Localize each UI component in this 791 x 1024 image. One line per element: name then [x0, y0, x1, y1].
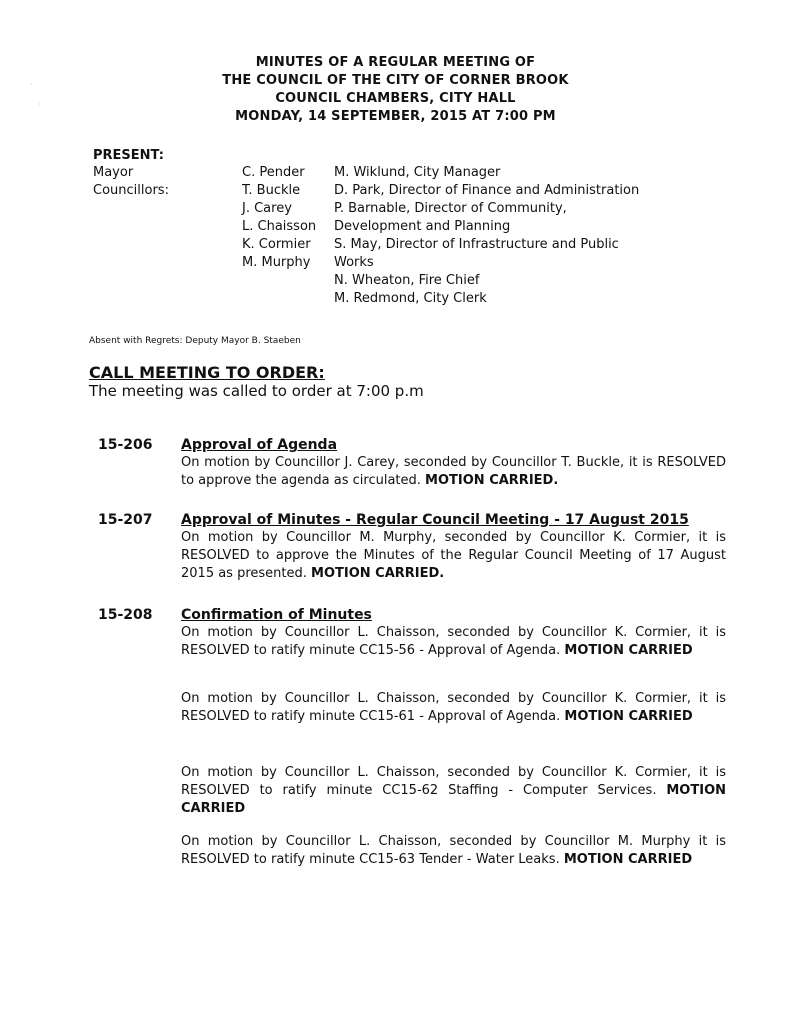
- document-title: [0, 54, 791, 126]
- item-title: Approval of Agenda: [181, 437, 338, 453]
- motion-text: On motion by Councillor M. Murphy, seconded by Councillor K. Cormier, it is RESOLVED to approve the Minutes of the Regular Council Meeting of 17 August 2015 as presented.: [181, 530, 726, 581]
- title-line: MINUTES OF A REGULAR MEETING OF: [255, 55, 536, 70]
- agenda-item: [181, 606, 726, 660]
- staff-line: Works: [334, 255, 374, 270]
- role-label: Mayor: [93, 165, 134, 180]
- staff-line: Development and Planning: [334, 219, 511, 234]
- councillor-name: C. Pender: [242, 165, 305, 180]
- motion-text: On motion by Councillor L. Chaisson, seconded by Councillor K. Cormier, it is RESOLVED to ratify minute CC15-56 - Approval of Agenda.: [181, 625, 726, 658]
- item-number: 15-206: [98, 437, 153, 453]
- motion-result: MOTION CARRIED: [564, 709, 693, 724]
- staff-list: [334, 164, 639, 308]
- item-title: Approval of Minutes - Regular Council Meeting - 17 August 2015: [181, 512, 689, 528]
- motion-paragraph: [181, 764, 726, 818]
- staff-line: D. Park, Director of Finance and Administration: [334, 183, 640, 198]
- title-line: THE COUNCIL OF THE CITY OF CORNER BROOK: [222, 73, 569, 88]
- motion-paragraph: [181, 690, 726, 726]
- staff-line: N. Wheaton, Fire Chief: [334, 273, 480, 288]
- motion-text: On motion by Councillor L. Chaisson, seconded by Councillor K. Cormier, it is RESOLVED to ratify minute CC15-61 - Approval of Agenda.: [181, 691, 726, 724]
- scan-speck: ·: [30, 80, 33, 89]
- motion-result: MOTION CARRIED.: [311, 566, 445, 581]
- motion-block: [181, 764, 726, 818]
- motion-block: [181, 690, 726, 726]
- call-to-order-text: The meeting was called to order at 7:00 p.m: [89, 382, 424, 400]
- councillor-name: M. Murphy: [242, 255, 311, 270]
- motion-block: [181, 833, 726, 869]
- staff-line: S. May, Director of Infrastructure and Public: [334, 237, 619, 252]
- councillor-name: L. Chaisson: [242, 219, 317, 234]
- motion-result: MOTION CARRIED: [181, 783, 726, 816]
- call-to-order-heading: CALL MEETING TO ORDER:: [89, 363, 325, 382]
- absent-note: Absent with Regrets: Deputy Mayor B. Staeben: [89, 336, 301, 346]
- motion-result: MOTION CARRIED: [563, 852, 693, 867]
- motion-result: MOTION CARRIED.: [425, 473, 559, 488]
- title-line: MONDAY, 14 SEPTEMBER, 2015 AT 7:00 PM: [235, 109, 556, 124]
- item-number: 15-208: [98, 607, 153, 623]
- present-roles: [93, 164, 169, 200]
- motion-text: On motion by Councillor J. Carey, seconded by Councillor T. Buckle, it is RESOLVED to approve the agenda as circulated.: [181, 455, 726, 488]
- staff-line: M. Wiklund, City Manager: [334, 165, 501, 180]
- councillor-name: T. Buckle: [242, 183, 301, 198]
- councillor-list: [242, 164, 316, 272]
- staff-line: P. Barnable, Director of Community,: [334, 201, 567, 216]
- present-heading: PRESENT:: [93, 148, 164, 163]
- item-title: Confirmation of Minutes: [181, 607, 372, 623]
- agenda-item: [181, 436, 726, 490]
- item-number: 15-207: [98, 512, 153, 528]
- councillor-name: K. Cormier: [242, 237, 311, 252]
- motion-paragraph: [181, 529, 726, 583]
- role-label: Councillors:: [93, 183, 169, 198]
- motion-result: MOTION CARRIED: [564, 643, 693, 658]
- agenda-item: [181, 511, 726, 583]
- motion-paragraph: [181, 624, 726, 660]
- scan-speck: ·: [38, 100, 41, 109]
- motion-text: On motion by Councillor L. Chaisson, seconded by Councillor M. Murphy it is RESOLVED to ratify minute CC15-63 Tender - Water Leaks.: [181, 834, 726, 867]
- staff-line: M. Redmond, City Clerk: [334, 291, 487, 306]
- motion-paragraph: [181, 454, 726, 490]
- motion-text: On motion by Councillor L. Chaisson, seconded by Councillor K. Cormier, it is RESOLVED to ratify minute CC15-62 Staffing - Computer Services.: [181, 765, 726, 798]
- title-line: COUNCIL CHAMBERS, CITY HALL: [275, 91, 516, 106]
- motion-paragraph: [181, 833, 726, 869]
- councillor-name: J. Carey: [242, 201, 292, 216]
